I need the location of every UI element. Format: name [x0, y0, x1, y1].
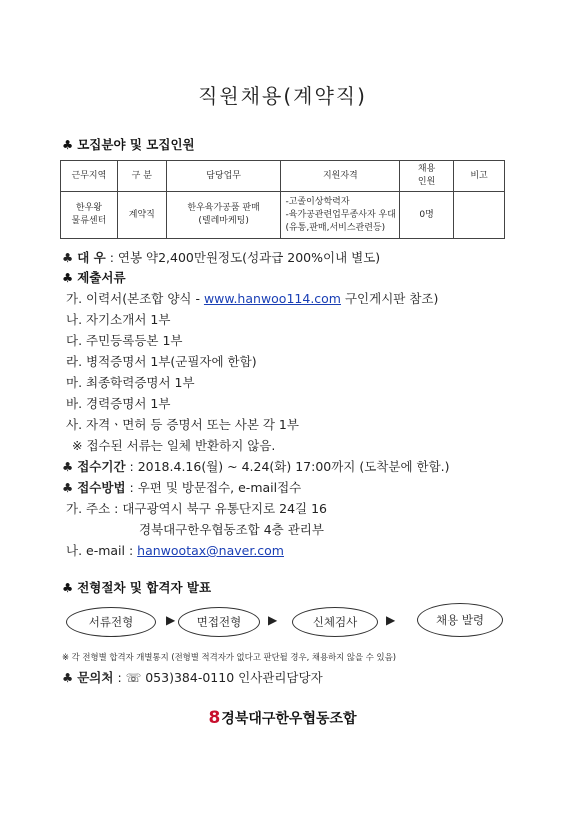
doc-item-3: 다. 주민등록등본 1부	[66, 333, 183, 348]
club-icon: ♣	[62, 137, 74, 152]
header-duty: 담당업무	[166, 161, 281, 192]
email-link[interactable]: hanwootax@naver.com	[137, 543, 284, 558]
period-text: : 2018.4.16(월) ~ 4.24(화) 17:00까지 (도착분에 한함.)	[129, 459, 450, 474]
club-icon: ♣	[62, 580, 74, 595]
club-icon: ♣	[62, 459, 74, 474]
doc-item-7: 사. 자격ㆍ면허 등 증명서 또는 사본 각 1부	[66, 417, 299, 432]
club-icon: ♣	[62, 270, 74, 285]
method-text: : 우편 및 방문접수, e-mail접수	[129, 480, 302, 495]
period-label: 접수기간	[77, 459, 126, 474]
pay-line	[62, 248, 380, 266]
cell-count: 0명	[400, 192, 454, 239]
docs-remark: ※ 접수된 서류는 일체 반환하지 않음.	[72, 438, 276, 453]
doc-item-2: 나. 자기소개서 1부	[66, 312, 171, 327]
method-line	[62, 478, 301, 496]
arrow-icon: ▶	[386, 613, 396, 627]
recruit-table	[60, 160, 505, 239]
header-count: 채용 인원	[400, 161, 454, 192]
section-process-heading	[62, 578, 211, 596]
step-document-screening: 서류전형	[66, 607, 156, 637]
hanwoo114-link[interactable]: www.hanwoo114.com	[203, 291, 341, 306]
header-note: 비고	[454, 161, 505, 192]
address-line-1: 가. 주소 : 대구광역시 북구 유통단지로 24길 16	[66, 501, 328, 516]
pay-label: 대 우	[77, 250, 106, 265]
doc-item-5: 마. 최종학력증명서 1부	[66, 375, 195, 390]
step-appointment: 채용 발령	[417, 603, 503, 637]
org-logo-icon: 8	[208, 708, 221, 728]
doc-item-1-prefix: 가. 이력서(본조합 양식 -	[66, 291, 204, 306]
cell-qualification: -고졸이상학력자 -육가공관련업무종사자 우대 (유통,판매,서비스관련등)	[281, 192, 400, 239]
doc-item-1	[66, 289, 438, 307]
table-row	[61, 192, 505, 239]
section-recruit-heading	[62, 135, 195, 153]
email-prefix: 나. e-mail :	[66, 543, 138, 558]
org-logo	[0, 708, 565, 728]
cell-note	[454, 192, 505, 239]
contact-line	[62, 668, 323, 686]
address-line-2: 경북대구한우협동조합 4층 관리부	[139, 522, 324, 537]
org-name: 경북대구한우협동조합	[221, 711, 357, 727]
arrow-icon: ▶	[166, 613, 176, 627]
cell-duty: 한우육가공품 판매 (텔레마케팅)	[166, 192, 281, 239]
doc-item-4: 라. 병적증명서 1부(군필자에 한함)	[66, 354, 257, 369]
method-label: 접수방법	[77, 480, 126, 495]
header-qualification: 지원자격	[281, 161, 400, 192]
club-icon: ♣	[62, 250, 74, 265]
process-note: ※ 각 전형별 합격자 개별통지 (전형별 적격자가 없다고 판단될 경우, 채용하지 않을 수 있음)	[62, 652, 396, 662]
club-icon: ♣	[62, 670, 74, 685]
contact-label: 문의처	[77, 670, 114, 685]
table-header-row	[61, 161, 505, 192]
doc-item-6: 바. 경력증명서 1부	[66, 396, 171, 411]
arrow-icon: ▶	[268, 613, 278, 627]
section-process-label: 전형절차 및 합격자 발표	[77, 580, 212, 595]
email-line	[66, 541, 284, 559]
step-medical-check: 신체검사	[292, 607, 378, 637]
doc-item-1-suffix: 구인게시판 참조)	[341, 291, 439, 306]
cell-region: 한우왕 물류센터	[61, 192, 118, 239]
pay-text: : 연봉 약2,400만원정도(성과급 200%이내 별도)	[109, 250, 381, 265]
header-region: 근무지역	[61, 161, 118, 192]
header-type: 구 분	[117, 161, 166, 192]
club-icon: ♣	[62, 480, 74, 495]
cell-type: 계약직	[117, 192, 166, 239]
page-title: 직원채용(계약직)	[198, 84, 367, 108]
section-recruit-label: 모집분야 및 모집인원	[77, 137, 195, 152]
period-line	[62, 457, 450, 475]
section-docs-heading	[62, 268, 126, 286]
step-interview: 면접전형	[178, 607, 260, 637]
section-docs-label: 제출서류	[77, 270, 126, 285]
contact-text: : ☏ 053)384-0110 인사관리담당자	[117, 670, 323, 685]
